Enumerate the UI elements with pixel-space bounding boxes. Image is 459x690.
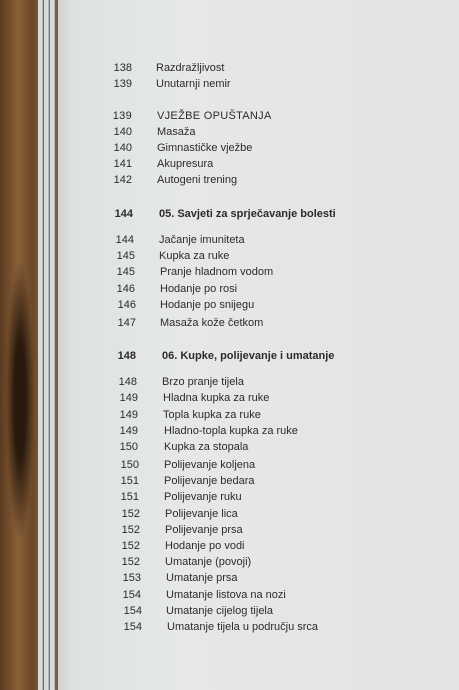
toc-entry	[58, 266, 459, 282]
toc-page-number: 146	[116, 283, 135, 295]
toc-page-number: 139	[112, 110, 132, 122]
toc-entry	[58, 556, 459, 572]
toc-page-number: 141	[113, 158, 132, 170]
toc-entry	[58, 142, 459, 158]
toc-title: Umatanje tijela u području srca	[167, 621, 319, 633]
toc-title: Masaža kože četkom	[160, 317, 264, 329]
toc-title: Gimnastičke vježbe	[157, 142, 253, 154]
toc-entry	[58, 621, 459, 637]
toc-page-number: 152	[121, 508, 140, 520]
toc-entry	[58, 605, 459, 621]
toc-page-number: 149	[119, 392, 138, 404]
toc-entry	[58, 250, 459, 266]
toc-entry	[58, 62, 459, 78]
toc-entry	[58, 508, 459, 524]
toc-title: Brzo pranje tijela	[162, 376, 244, 388]
toc-title: Hodanje po snijegu	[160, 299, 255, 311]
toc-entry	[58, 459, 459, 475]
toc-page-number: 154	[123, 605, 142, 617]
toc-title: Polijevanje bedara	[164, 475, 255, 487]
toc-page-number: 147	[117, 317, 136, 329]
toc-entry	[58, 234, 459, 250]
toc-page-number: 150	[120, 459, 139, 471]
toc-page-number: 154	[122, 589, 141, 601]
toc-entry	[58, 126, 459, 142]
toc-entry	[58, 283, 459, 299]
toc-title: Kupka za ruke	[159, 250, 230, 262]
toc-title: Polijevanje koljena	[164, 459, 256, 471]
toc-title: Akupresura	[157, 158, 214, 170]
toc-page-number: 138	[113, 62, 132, 74]
toc-title: Umatanje prsa	[166, 572, 238, 584]
toc-page-number: 153	[122, 572, 141, 584]
toc-title: Jačanje imuniteta	[159, 234, 245, 246]
toc-title: Hladna kupka za ruke	[163, 392, 270, 404]
toc-entry	[58, 524, 459, 540]
toc-title: Umatanje listova na nozi	[166, 589, 286, 601]
toc-title: 05. Savjeti za sprječavanje bolesti	[159, 208, 336, 220]
toc-entry	[58, 540, 459, 556]
toc-page-number: 144	[115, 234, 134, 246]
toc-entry	[58, 409, 459, 425]
toc-entry	[58, 158, 459, 174]
toc-entry	[58, 392, 459, 408]
toc-title: Polijevanje ruku	[164, 491, 242, 503]
page-edge	[38, 0, 43, 690]
toc-page-number: 146	[117, 299, 136, 311]
toc-title: Umatanje cijelog tijela	[166, 605, 273, 617]
toc-entry	[58, 376, 459, 392]
toc-entry	[58, 78, 459, 94]
toc-page-number: 142	[113, 174, 132, 186]
toc-title: Masaža	[157, 126, 196, 138]
toc-page-number: 151	[120, 491, 139, 503]
toc-title: Autogeni trening	[157, 174, 238, 186]
toc-page-number: 148	[117, 350, 136, 362]
toc-page-number: 140	[113, 126, 132, 138]
toc-page-number: 150	[119, 441, 138, 453]
toc-section-heading	[58, 208, 459, 224]
toc-title: Kupka za stopala	[164, 441, 249, 453]
toc-entry	[58, 299, 459, 315]
toc-section-heading	[58, 350, 459, 366]
toc-title: Hodanje po rosi	[160, 283, 238, 295]
toc-page-number: 149	[119, 425, 138, 437]
toc-title: Topla kupka za ruke	[163, 409, 261, 421]
toc-page-number: 152	[121, 524, 140, 536]
toc-page-number: 152	[121, 556, 140, 568]
toc-title: 06. Kupke, polijevanje i umatanje	[162, 350, 335, 362]
page-edge	[44, 0, 49, 690]
toc-title: Pranje hladnom vodom	[160, 266, 274, 278]
toc-page-number: 140	[113, 142, 132, 154]
toc-title: Polijevanje lica	[165, 508, 238, 520]
toc-page-number: 145	[116, 250, 135, 262]
toc-entry	[58, 174, 459, 190]
toc-page-number: 145	[116, 266, 135, 278]
toc-page-number: 152	[121, 540, 140, 552]
page-edge	[50, 0, 55, 690]
toc-title: Hodanje po vodi	[165, 540, 245, 552]
toc-entry	[58, 441, 459, 457]
toc-page-number: 144	[114, 208, 133, 220]
toc-title: VJEŽBE OPUŠTANJA	[157, 110, 272, 122]
toc-entry	[58, 425, 459, 441]
toc-entry	[58, 317, 459, 333]
toc-title: Umatanje (povoji)	[165, 556, 252, 568]
toc-page-number: 148	[118, 376, 137, 388]
toc-title: Unutarnji nemir	[156, 78, 231, 90]
toc-entry	[58, 475, 459, 491]
toc-entry	[58, 110, 459, 126]
toc-entry	[58, 491, 459, 507]
toc-title: Hladno-topla kupka za ruke	[164, 425, 298, 437]
toc-entry	[58, 572, 459, 588]
toc-page-number: 139	[113, 78, 132, 90]
toc-title: Razdražljivost	[156, 62, 225, 74]
toc-entry	[58, 589, 459, 605]
book-page	[58, 0, 459, 690]
toc-title: Polijevanje prsa	[165, 524, 243, 536]
toc-page-number: 151	[120, 475, 139, 487]
toc-page-number: 149	[119, 409, 138, 421]
toc-page-number: 154	[123, 621, 142, 633]
